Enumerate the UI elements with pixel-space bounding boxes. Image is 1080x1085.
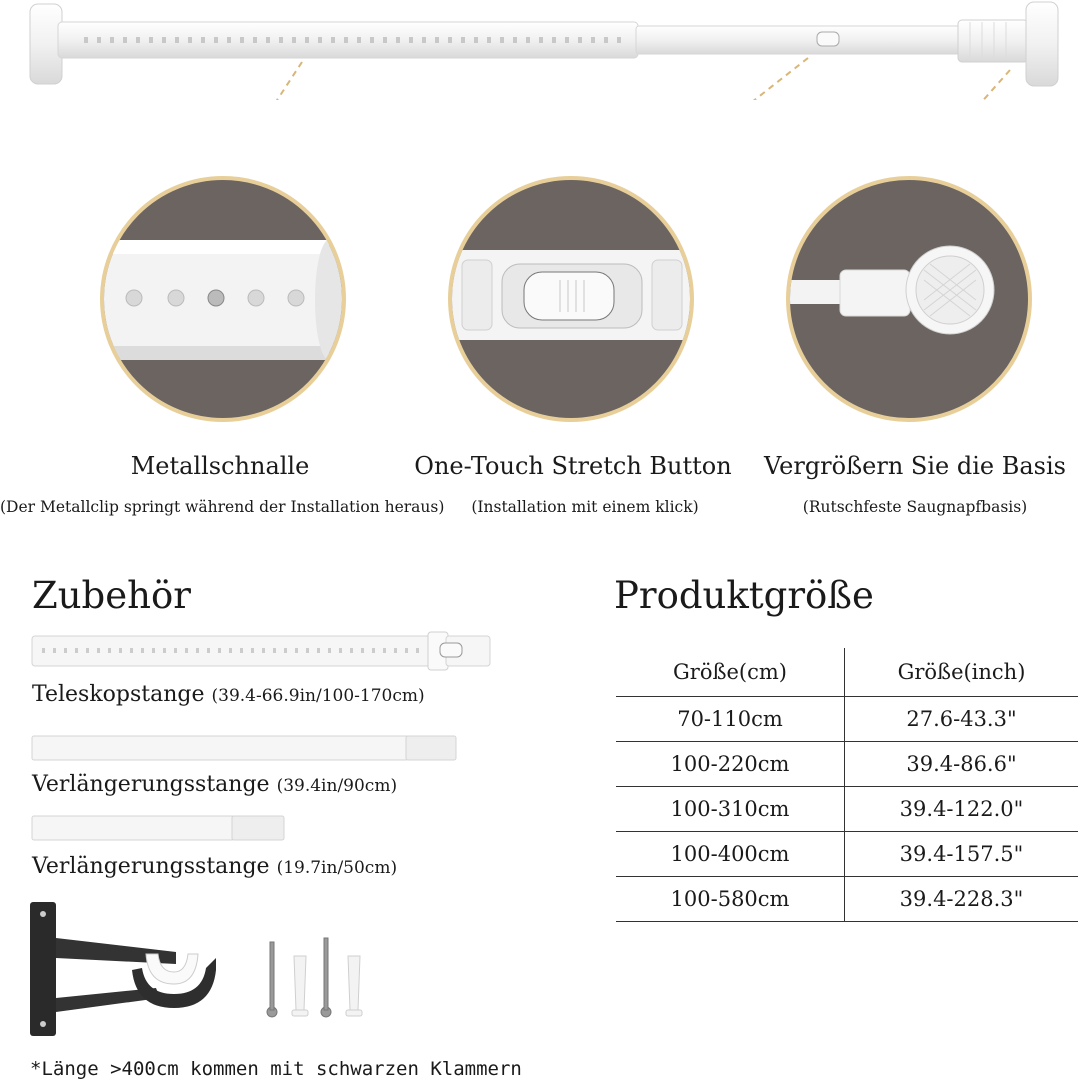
screws-and-anchors-icon [258,932,368,1022]
telescopic-rod-illustration [0,0,1080,100]
stretch-button-icon [448,176,694,422]
accessory-extension-rod-50 [32,854,397,879]
accessory-name: Teleskopstange [32,682,205,707]
metal-buckle-icon [100,176,346,422]
wall-bracket-icon [26,898,226,1044]
feature-subtitle-stretch-button: (Installation mit einem klick) [471,498,699,516]
footnote: *Länge >400cm kommen mit schwarzen Klammern [30,1058,522,1080]
suction-base-icon [786,176,1032,422]
cell-cm: 100-400cm [616,832,845,877]
cell-cm: 100-310cm [616,787,845,832]
cell-inch: 39.4-157.5" [845,832,1079,877]
accessory-detail: (19.7in/50cm) [276,858,398,878]
accessory-detail: (39.4in/90cm) [276,776,398,796]
accessories-heading: Zubehör [32,574,191,617]
feature-title-metal-buckle: Metallschnalle [130,452,310,480]
feature-subtitle-metal-buckle: (Der Metallclip springt während der Installation heraus) [0,498,445,516]
accessory-name: Verlängerungsstange [32,854,270,879]
cell-cm: 70-110cm [616,697,845,742]
cell-cm: 100-580cm [616,877,845,922]
table-row [616,787,1078,832]
feature-title-stretch-button: One-Touch Stretch Button [414,452,732,480]
cell-inch: 39.4-228.3" [845,877,1079,922]
cell-inch: 27.6-43.3" [845,697,1079,742]
table-row [616,697,1078,742]
extension-rod-90-image [30,734,460,764]
size-table [616,648,1078,922]
accessory-detail: (39.4-66.9in/100-170cm) [211,686,425,706]
telescopic-rod-image [30,630,492,672]
table-header-row [616,648,1078,697]
cell-cm: 100-220cm [616,742,845,787]
table-row [616,742,1078,787]
extension-rod-50-image [30,814,288,844]
feature-title-suction-base: Vergrößern Sie die Basis [764,452,1066,480]
product-size-heading: Produktgröße [614,574,874,617]
column-header-inch: Größe(inch) [845,648,1079,697]
accessory-extension-rod-90 [32,772,397,797]
table-row [616,877,1078,922]
accessory-name: Verlängerungsstange [32,772,270,797]
cell-inch: 39.4-86.6" [845,742,1079,787]
column-header-cm: Größe(cm) [616,648,845,697]
feature-subtitle-suction-base: (Rutschfeste Saugnapfbasis) [802,498,1028,516]
cell-inch: 39.4-122.0" [845,787,1079,832]
accessory-telescopic-rod [32,682,425,707]
table-row [616,832,1078,877]
